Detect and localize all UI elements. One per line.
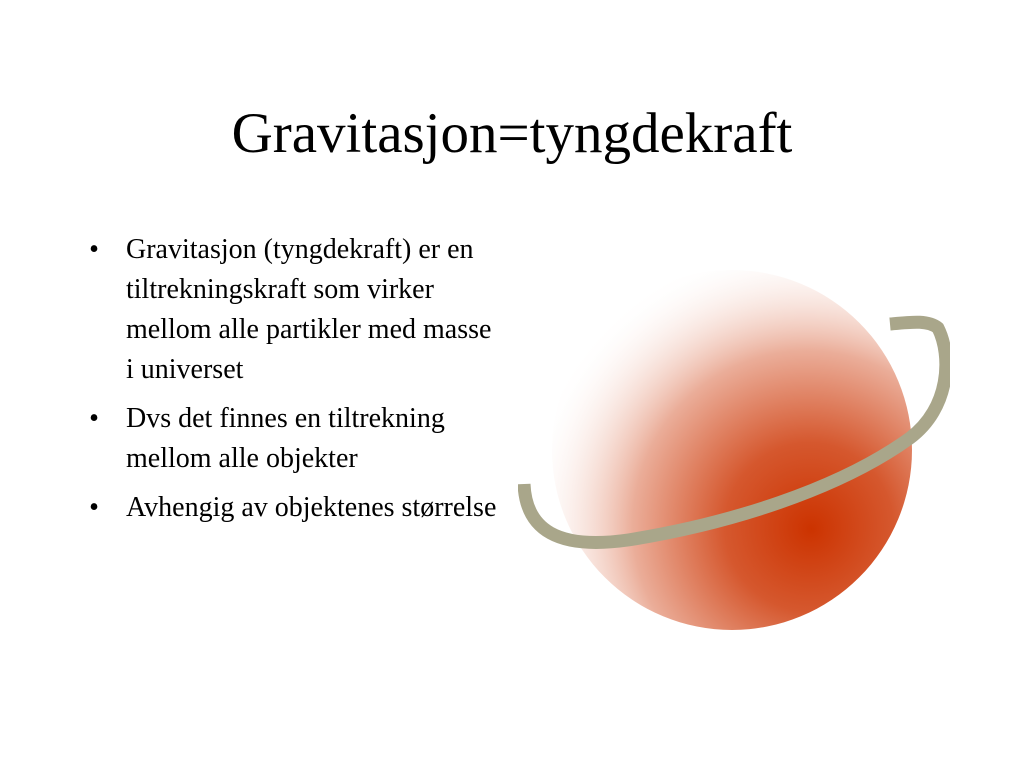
bullet-list <box>84 230 504 537</box>
slide-title: Gravitasjon=tyngdekraft <box>231 102 793 165</box>
bullet-text: Gravitasjon (tyngdekraft) er en tiltrekningskraft som virker mellom alle partikler med masse i universet <box>126 234 492 385</box>
planet-body <box>552 270 912 630</box>
bullet-item <box>84 399 504 479</box>
bullet-dot: • <box>89 234 99 265</box>
bullet-text: Dvs det finnes en tiltrekning mellom alle objekter <box>126 403 445 474</box>
bullet-text: Avhengig av objektenes størrelse <box>126 492 497 523</box>
bullet-dot: • <box>89 403 99 434</box>
bullet-dot: • <box>89 492 99 523</box>
bullet-item <box>84 488 504 528</box>
planet-with-ring-icon <box>518 268 950 630</box>
bullet-item <box>84 230 504 390</box>
